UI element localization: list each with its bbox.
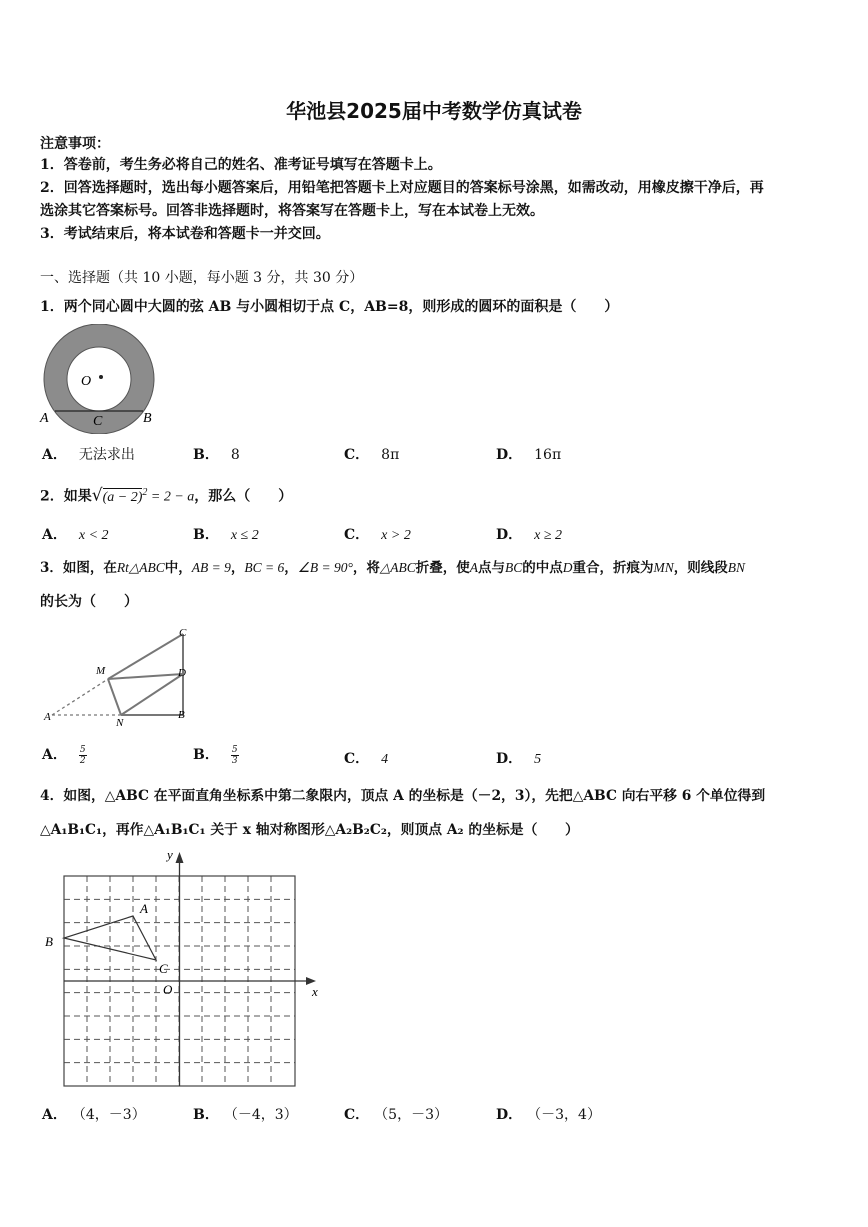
q3-option-d[interactable]: [496, 748, 541, 768]
option-text: （－3，4）: [534, 1107, 601, 1123]
notice-item: 选涂其它答案标号。回答非选择题时，将答案写在答题卡上，写在本试卷上无效。: [40, 203, 544, 219]
option-label: D．: [496, 447, 523, 463]
option-text: 8π: [381, 447, 400, 463]
label-B: B: [143, 411, 152, 426]
q2-exponent: 2: [142, 487, 148, 498]
label-A: A: [44, 711, 51, 723]
option-label: C．: [344, 751, 370, 767]
question-4-stem-cont: △A₁B₁C₁，再作△A₁B₁C₁ 关于 x 轴对称图形△A₂B₂C₂，则顶点 A₂ 的坐标是（ ）: [40, 822, 579, 838]
option-label: C．: [344, 527, 370, 543]
question-3-stem: 3．如图，在Rt△ABC中，AB = 9，BC = 6，∠B = 90°，将△ABC折叠，使A点与BC的中点D重合，折痕为MN，则线段BN: [40, 560, 746, 576]
option-text: x < 2: [78, 528, 109, 543]
q4-option-c[interactable]: [344, 1104, 448, 1124]
option-label: A．: [42, 747, 67, 763]
option-text: 无法求出: [78, 447, 135, 463]
option-label: B．: [193, 447, 219, 463]
ring-figure: [36, 324, 166, 434]
option-label: C．: [344, 447, 370, 463]
label-x: x: [312, 984, 318, 999]
label-y: y: [167, 847, 173, 862]
fold-figure: [40, 622, 200, 732]
option-text: x ≥ 2: [534, 528, 563, 543]
q3-option-a[interactable]: [42, 744, 87, 766]
q2-option-d[interactable]: [496, 524, 562, 544]
section-heading: 一、选择题（共 10 小题，每小题 3 分，共 30 分）: [40, 270, 364, 286]
fraction-denominator: 2: [79, 755, 86, 766]
q1-option-d[interactable]: [496, 444, 561, 464]
option-label: D．: [496, 527, 523, 543]
fraction-numerator: 5: [79, 744, 86, 755]
option-label: A．: [42, 1107, 67, 1123]
question-2-stem: 2．如果$√(a - 2)^2 = 2 - a$，那么（ ）: [40, 485, 293, 506]
fraction: [231, 745, 239, 766]
option-text: （5，－3）: [381, 1107, 448, 1123]
q4-option-a[interactable]: [42, 1104, 146, 1124]
label-D: D: [178, 667, 186, 679]
option-text: 4: [381, 752, 389, 767]
question-4-stem: 4．如图，△ABC 在平面直角坐标系中第二象限内，顶点 A 的坐标是（－2，3），先把△ABC 向右平移 6 个单位得到: [40, 788, 766, 804]
label-C: C: [159, 961, 168, 976]
option-label: A．: [42, 527, 67, 543]
option-text: x ≤ 2: [230, 528, 259, 543]
option-text: 5: [534, 752, 542, 767]
question-3-stem-cont: 的长为（ ）: [40, 594, 138, 610]
label-C: C: [93, 414, 103, 429]
option-label: D．: [496, 751, 523, 767]
option-label: D．: [496, 1107, 523, 1123]
y-axis-arrow: [176, 852, 184, 863]
option-label: C．: [344, 1107, 370, 1123]
label-B: B: [45, 934, 53, 949]
q3-option-c[interactable]: [344, 748, 388, 768]
label-C: C: [179, 627, 187, 639]
option-text: x > 2: [381, 528, 411, 543]
notice-heading: 注意事项：: [40, 136, 110, 152]
option-text: 16π: [534, 447, 562, 463]
notice-item: 2．回答选择题时，选出每小题答案后，用铅笔把答题卡上对应题目的答案标号涂黑，如需改动，用橡皮擦干净后，再: [40, 180, 764, 196]
option-text: （4，－3）: [78, 1107, 146, 1123]
q2-rhs: = 2 − a: [147, 489, 195, 505]
q2-prefix: 2．如果: [40, 488, 92, 505]
q2-tail: ，那么（ ）: [194, 488, 293, 505]
q1-option-b[interactable]: [193, 444, 240, 464]
label-N: N: [116, 717, 124, 729]
label-A: A: [40, 411, 49, 426]
notice-item: 1．答卷前，考生务必将自己的姓名、准考证号填写在答题卡上。: [40, 157, 442, 173]
option-label: B．: [193, 1107, 219, 1123]
page-title: 华池县2025届中考数学仿真试卷: [286, 99, 582, 123]
option-text: 8: [230, 447, 240, 463]
q1-option-c[interactable]: [344, 444, 399, 464]
option-label: B．: [193, 747, 219, 763]
label-O: O: [81, 374, 92, 389]
coordinate-grid-figure: [40, 846, 330, 1092]
label-A: A: [140, 901, 148, 916]
fraction: [79, 745, 87, 766]
q2-radicand: (a − 2): [102, 489, 143, 505]
q2-option-c[interactable]: [344, 524, 411, 544]
fraction-numerator: 5: [231, 744, 238, 755]
q4-option-d[interactable]: [496, 1104, 601, 1124]
label-O: O: [163, 982, 173, 997]
option-label: A．: [42, 447, 67, 463]
question-1-stem: 1．两个同心圆中大圆的弦 AB 与小圆相切于点 C，AB=8，则形成的圆环的面积是（ ）: [40, 299, 619, 315]
q3-option-b[interactable]: [193, 744, 239, 766]
label-B: B: [178, 709, 185, 721]
q1-option-a[interactable]: [42, 444, 135, 464]
option-text: （－4，3）: [230, 1107, 298, 1123]
notice-item: 3．考试结束后，将本试卷和答题卡一并交回。: [40, 226, 330, 242]
option-label: B．: [193, 527, 219, 543]
q4-option-b[interactable]: [193, 1104, 298, 1124]
q2-option-a[interactable]: [42, 524, 109, 544]
label-M: M: [96, 665, 106, 677]
q2-option-b[interactable]: [193, 524, 259, 544]
fraction-denominator: 3: [231, 755, 238, 766]
